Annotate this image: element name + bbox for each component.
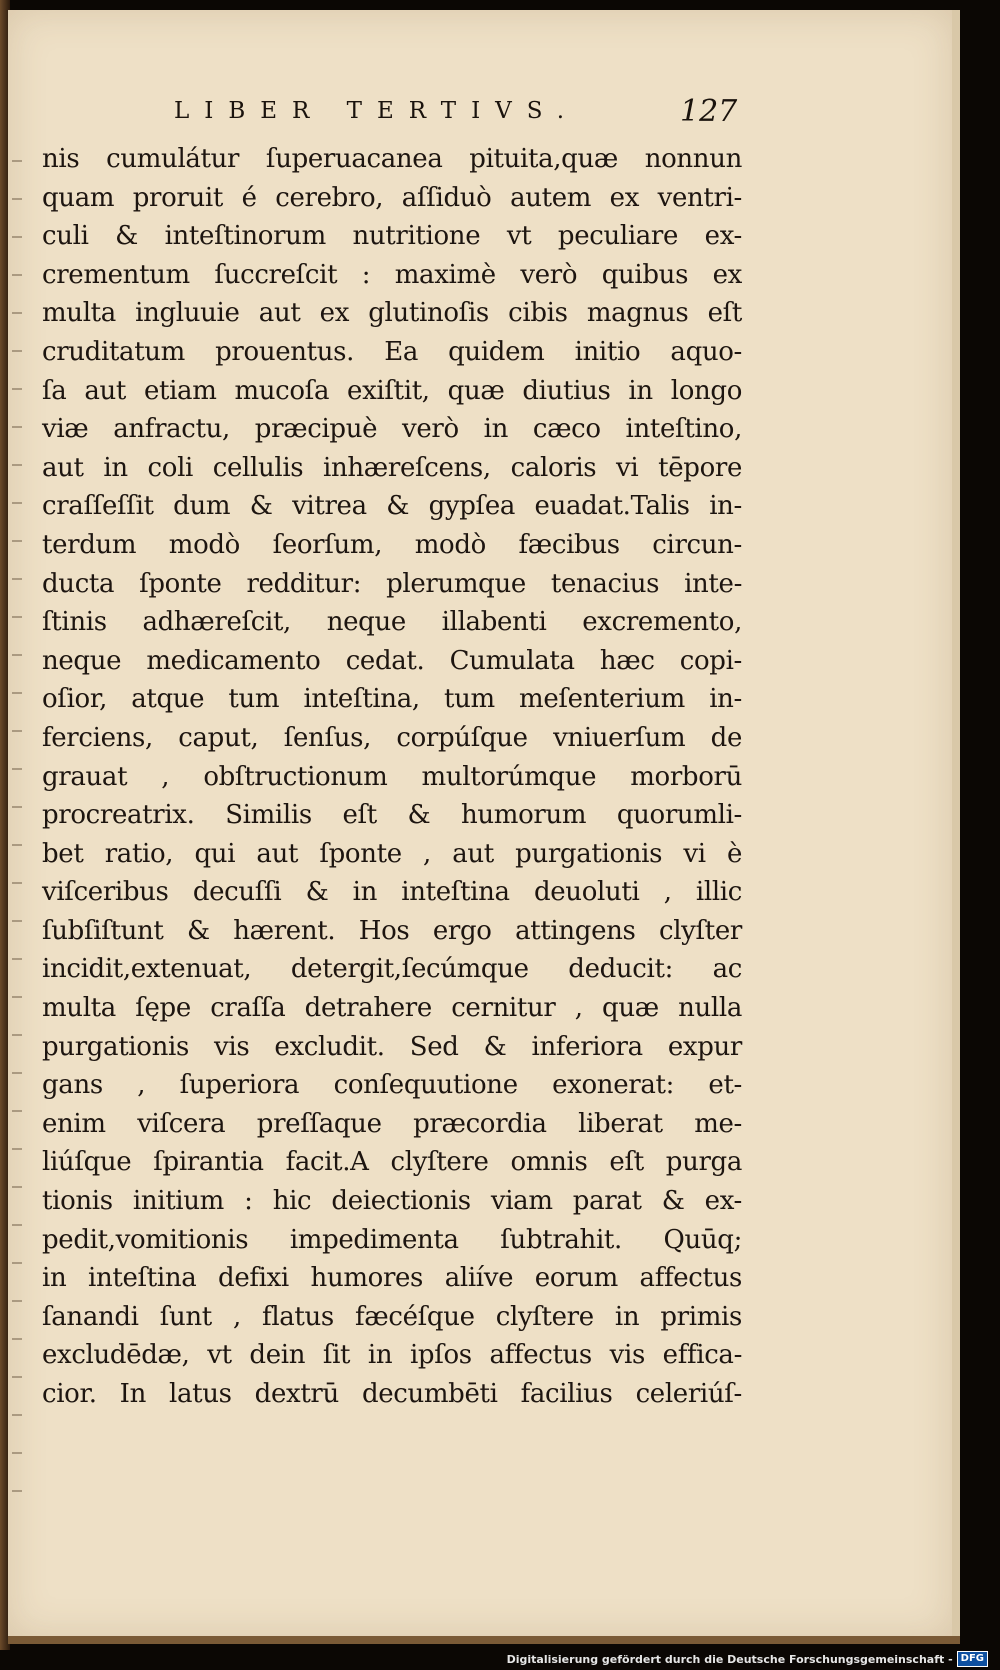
text-line: cior. In latus dextrū decumbēti facilius celeriúſ- (42, 1379, 742, 1409)
text-line: procreatrix. Similis eſt & humorum quorumli- (42, 800, 742, 831)
text-line: culi & inteſtinorum nutritione vt peculiare ex- (42, 221, 742, 252)
running-title: LIBER TERTIVS. (174, 98, 580, 124)
text-line: crementum ſuccreſcit : maximè verò quibus ex (42, 259, 742, 290)
text-line: gans , ſuperiora conſequutione exonerat: et- (42, 1070, 742, 1101)
text-line: pedit,vomitionis impedimenta ſubtrahit. Quūq; (42, 1224, 742, 1255)
text-line: ſtinis adhæreſcit, neque illabenti excremento, (42, 607, 742, 638)
body-text (42, 140, 742, 1414)
text-line: quam proruit é cerebro, aſſiduò autem ex ventri- (42, 182, 742, 213)
page-number: 127 (680, 94, 738, 129)
running-head (42, 98, 742, 134)
credit-text: Digitalisierung gefördert durch die Deutsche Forschungsgemeinschaft - (506, 1652, 953, 1666)
text-line: multa ingluuie aut ex glutinoſis cibis magnus eſt (42, 298, 742, 329)
text-line: excludēdæ, vt dein ſit in ipſos affectus vis effica- (42, 1340, 742, 1371)
text-line: tionis initium : hic deiectionis viam parat & ex- (42, 1186, 742, 1217)
text-line: craſſeſſit dum & vitrea & gypſea euadat.Talis in- (42, 491, 742, 522)
text-line: viæ anfractu, præcipuè verò in cæco inteſtino, (42, 414, 742, 445)
text-line: ſa aut etiam mucoſa exiſtit, quæ diutius in longo (42, 375, 742, 406)
text-line: neque medicamento cedat. Cumulata hæc copi- (42, 645, 742, 676)
digitization-credit (507, 1650, 988, 1668)
text-line: aut in coli cellulis inhæreſcens, caloris vi tēpore (42, 452, 742, 483)
text-line: ducta ſponte redditur: plerumque tenacius inte- (42, 568, 742, 599)
text-line: bet ratio, qui aut ſponte , aut purgationis vi è (42, 838, 742, 869)
text-line: grauat , obſtructionum multorúmque morborū (42, 761, 742, 792)
gutter-marks (12, 160, 22, 1510)
text-line: purgationis vis excludit. Sed & inferiora expur (42, 1031, 742, 1062)
text-line: viſceribus decuſſi & in inteſtina deuoluti , illic (42, 877, 742, 908)
text-line: in inteſtina defixi humores aliíve eorum affectus (42, 1263, 742, 1294)
text-line: multa ſępe craſſa detrahere cernitur , quæ nulla (42, 993, 742, 1024)
text-line: ferciens, caput, ſenſus, corpúſque vniuerſum de (42, 722, 742, 753)
text-line: ſanandi ſunt , flatus fæcéſque clyſtere in primis (42, 1301, 742, 1332)
text-line: incidit,extenuat, detergit,ſecúmque deducit: ac (42, 954, 742, 985)
text-line: cruditatum prouentus. Ea quidem initio aquo- (42, 336, 742, 367)
text-line: ſubſiſtunt & hærent. Hos ergo attingens clyſter (42, 915, 742, 946)
text-line: terdum modò ſeorſum, modò fæcibus circun- (42, 529, 742, 560)
text-line: enim viſcera preſſaque præcordia liberat me- (42, 1108, 742, 1139)
text-line: oſior, atque tum inteſtina, tum meſenterium in- (42, 684, 742, 715)
text-line: nis cumulátur ſuperuacanea pituita,quæ nonnun (42, 144, 742, 174)
page-bottom-edge (8, 1636, 960, 1644)
book-page (8, 10, 960, 1637)
text-line: liúſque ſpirantia facit.A clyſtere omnis eſt purga (42, 1147, 742, 1178)
dfg-logo: DFG (957, 1651, 988, 1667)
